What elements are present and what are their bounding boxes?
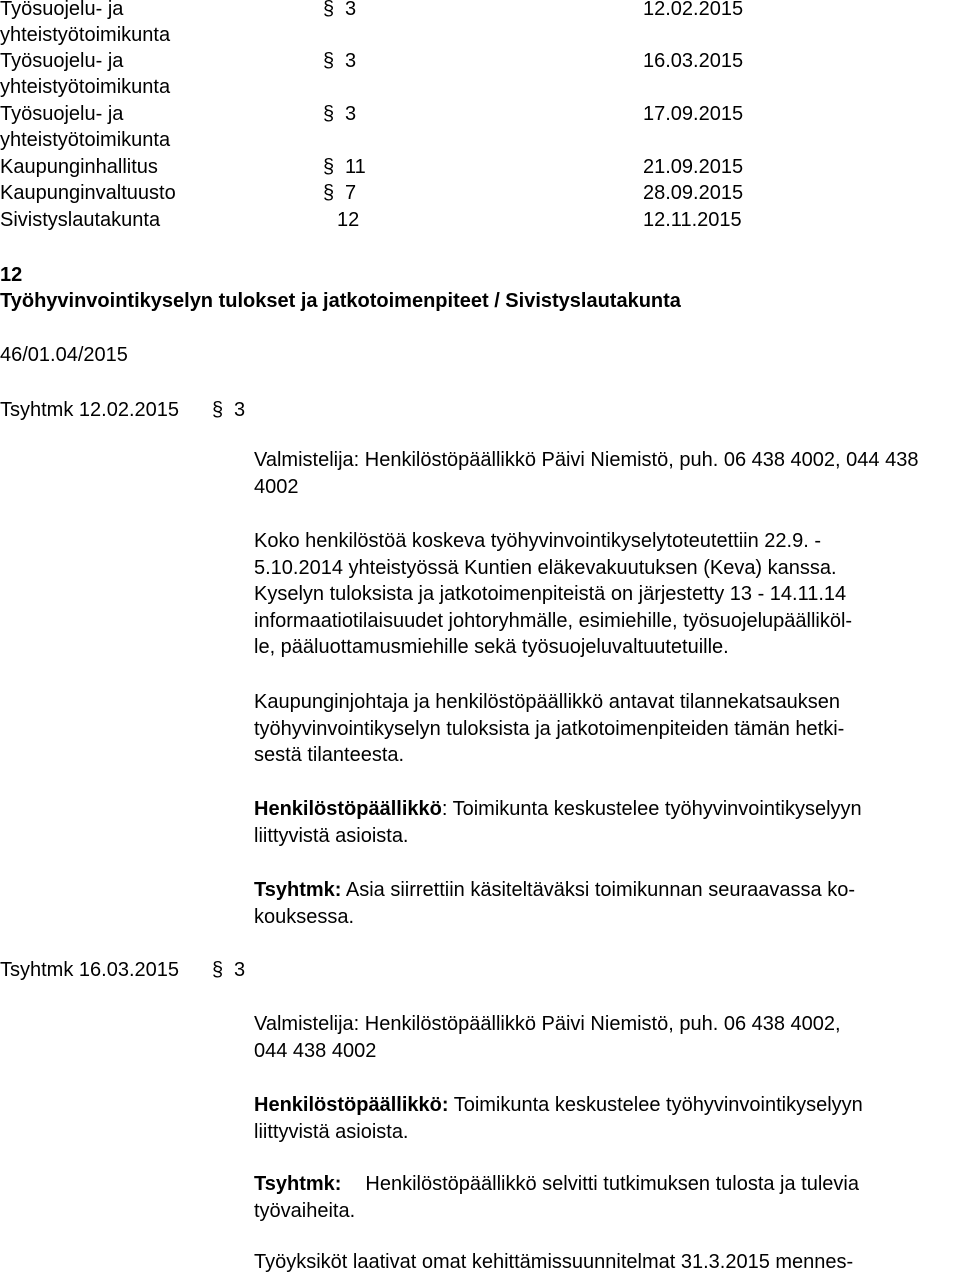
history-number: 11 — [345, 156, 366, 178]
background-paragraph: Koko henkilöstöä koskeva työhyvinvointikyselytoteutettiin 22.9. - 5.10.2014 yhteistyössä Kuntien eläkevakuutuksen (Keva) kanssa. Kyselyn tuloksista ja jatkotoimenpiteistä on järjestetty 13 - 14.11.14 informaatiotilaisuudet johtoryhmälle, esimiehille, työsuojelupäälliköl- le, pääluottamusmiehille sekä työsuojeluvaltuutetuille. — [254, 530, 853, 658]
history-date: 16.03.2015 — [643, 50, 744, 72]
history-body: Sivistyslautakunta — [0, 209, 161, 231]
status-paragraph: Kaupunginjohtaja ja henkilöstöpäällikkö antavat tilannekatsauksen työhyvinvointikyselyn tuloksista ja jatkotoimenpiteiden tämän hetki- sestä tilanteesta. — [254, 691, 845, 766]
section-sign-icon: § — [323, 156, 335, 178]
history-number: 3 — [345, 50, 357, 72]
history-date: 12.02.2015 — [643, 0, 744, 20]
history-number: 12 — [337, 209, 360, 231]
section-sign-icon: § — [323, 50, 335, 72]
history-body: Kaupunginhallitus — [0, 156, 158, 178]
meeting-section-number: 3 — [234, 959, 246, 981]
proposal-paragraph: Henkilöstöpäällikkö: Toimikunta keskustelee työhyvinvointikyselyyn liittyvistä asioista. — [254, 1094, 863, 1143]
history-date: 21.09.2015 — [643, 156, 744, 178]
decision-paragraph: Tsyhtmk: Henkilöstöpäällikkö selvitti tutkimuksen tulosta ja tulevia työvaiheita. — [254, 1173, 859, 1222]
item-number: 12 — [0, 264, 23, 286]
history-body: Kaupunginvaltuusto — [0, 182, 176, 204]
section-sign-icon: § — [323, 0, 335, 20]
history-number: 7 — [345, 182, 357, 204]
history-body: yhteistyötoimikunta — [0, 129, 171, 151]
history-body: yhteistyötoimikunta — [0, 76, 171, 98]
history-date: 28.09.2015 — [643, 182, 744, 204]
proposal-paragraph: Henkilöstöpäällikkö: Toimikunta keskustelee työhyvinvointikyselyyn liittyvistä asioista. — [254, 798, 862, 847]
meeting-section-number: 3 — [234, 399, 246, 421]
preparer-line: Valmistelija: Henkilöstöpäällikkö Päivi Niemistö, puh. 06 438 4002, 044 438 4002 — [254, 1013, 841, 1062]
history-body: yhteistyötoimikunta — [0, 24, 171, 46]
history-body: Työsuojelu- ja — [0, 0, 124, 20]
history-number: 3 — [345, 0, 357, 20]
meeting-label: Tsyhtmk 12.02.2015 — [0, 399, 179, 421]
meeting-label: Tsyhtmk 16.03.2015 — [0, 959, 179, 981]
history-number: 3 — [345, 103, 357, 125]
item-reference: 46/01.04/2015 — [0, 344, 128, 366]
history-date: 17.09.2015 — [643, 103, 744, 125]
history-date: 12.11.2015 — [643, 209, 742, 231]
section-sign-icon: § — [323, 103, 335, 125]
section-sign-icon: § — [212, 959, 224, 981]
section-sign-icon: § — [323, 182, 335, 204]
decision-paragraph: Tsyhtmk: Asia siirrettiin käsiteltäväksi toimikunnan seuraavassa ko- kouksessa. — [254, 879, 855, 928]
action-paragraph: Työyksiköt laativat omat kehittämissuunnitelmat 31.3.2015 mennes- — [254, 1251, 854, 1273]
preparer-line: Valmistelija: Henkilöstöpäällikkö Päivi Niemistö, puh. 06 438 4002, 044 438 4002 — [254, 449, 919, 498]
history-body: Työsuojelu- ja — [0, 50, 124, 72]
section-sign-icon: § — [212, 399, 224, 421]
history-body: Työsuojelu- ja — [0, 103, 124, 125]
item-title: Työhyvinvointikyselyn tulokset ja jatkotoimenpiteet / Sivistyslautakunta — [0, 290, 681, 312]
